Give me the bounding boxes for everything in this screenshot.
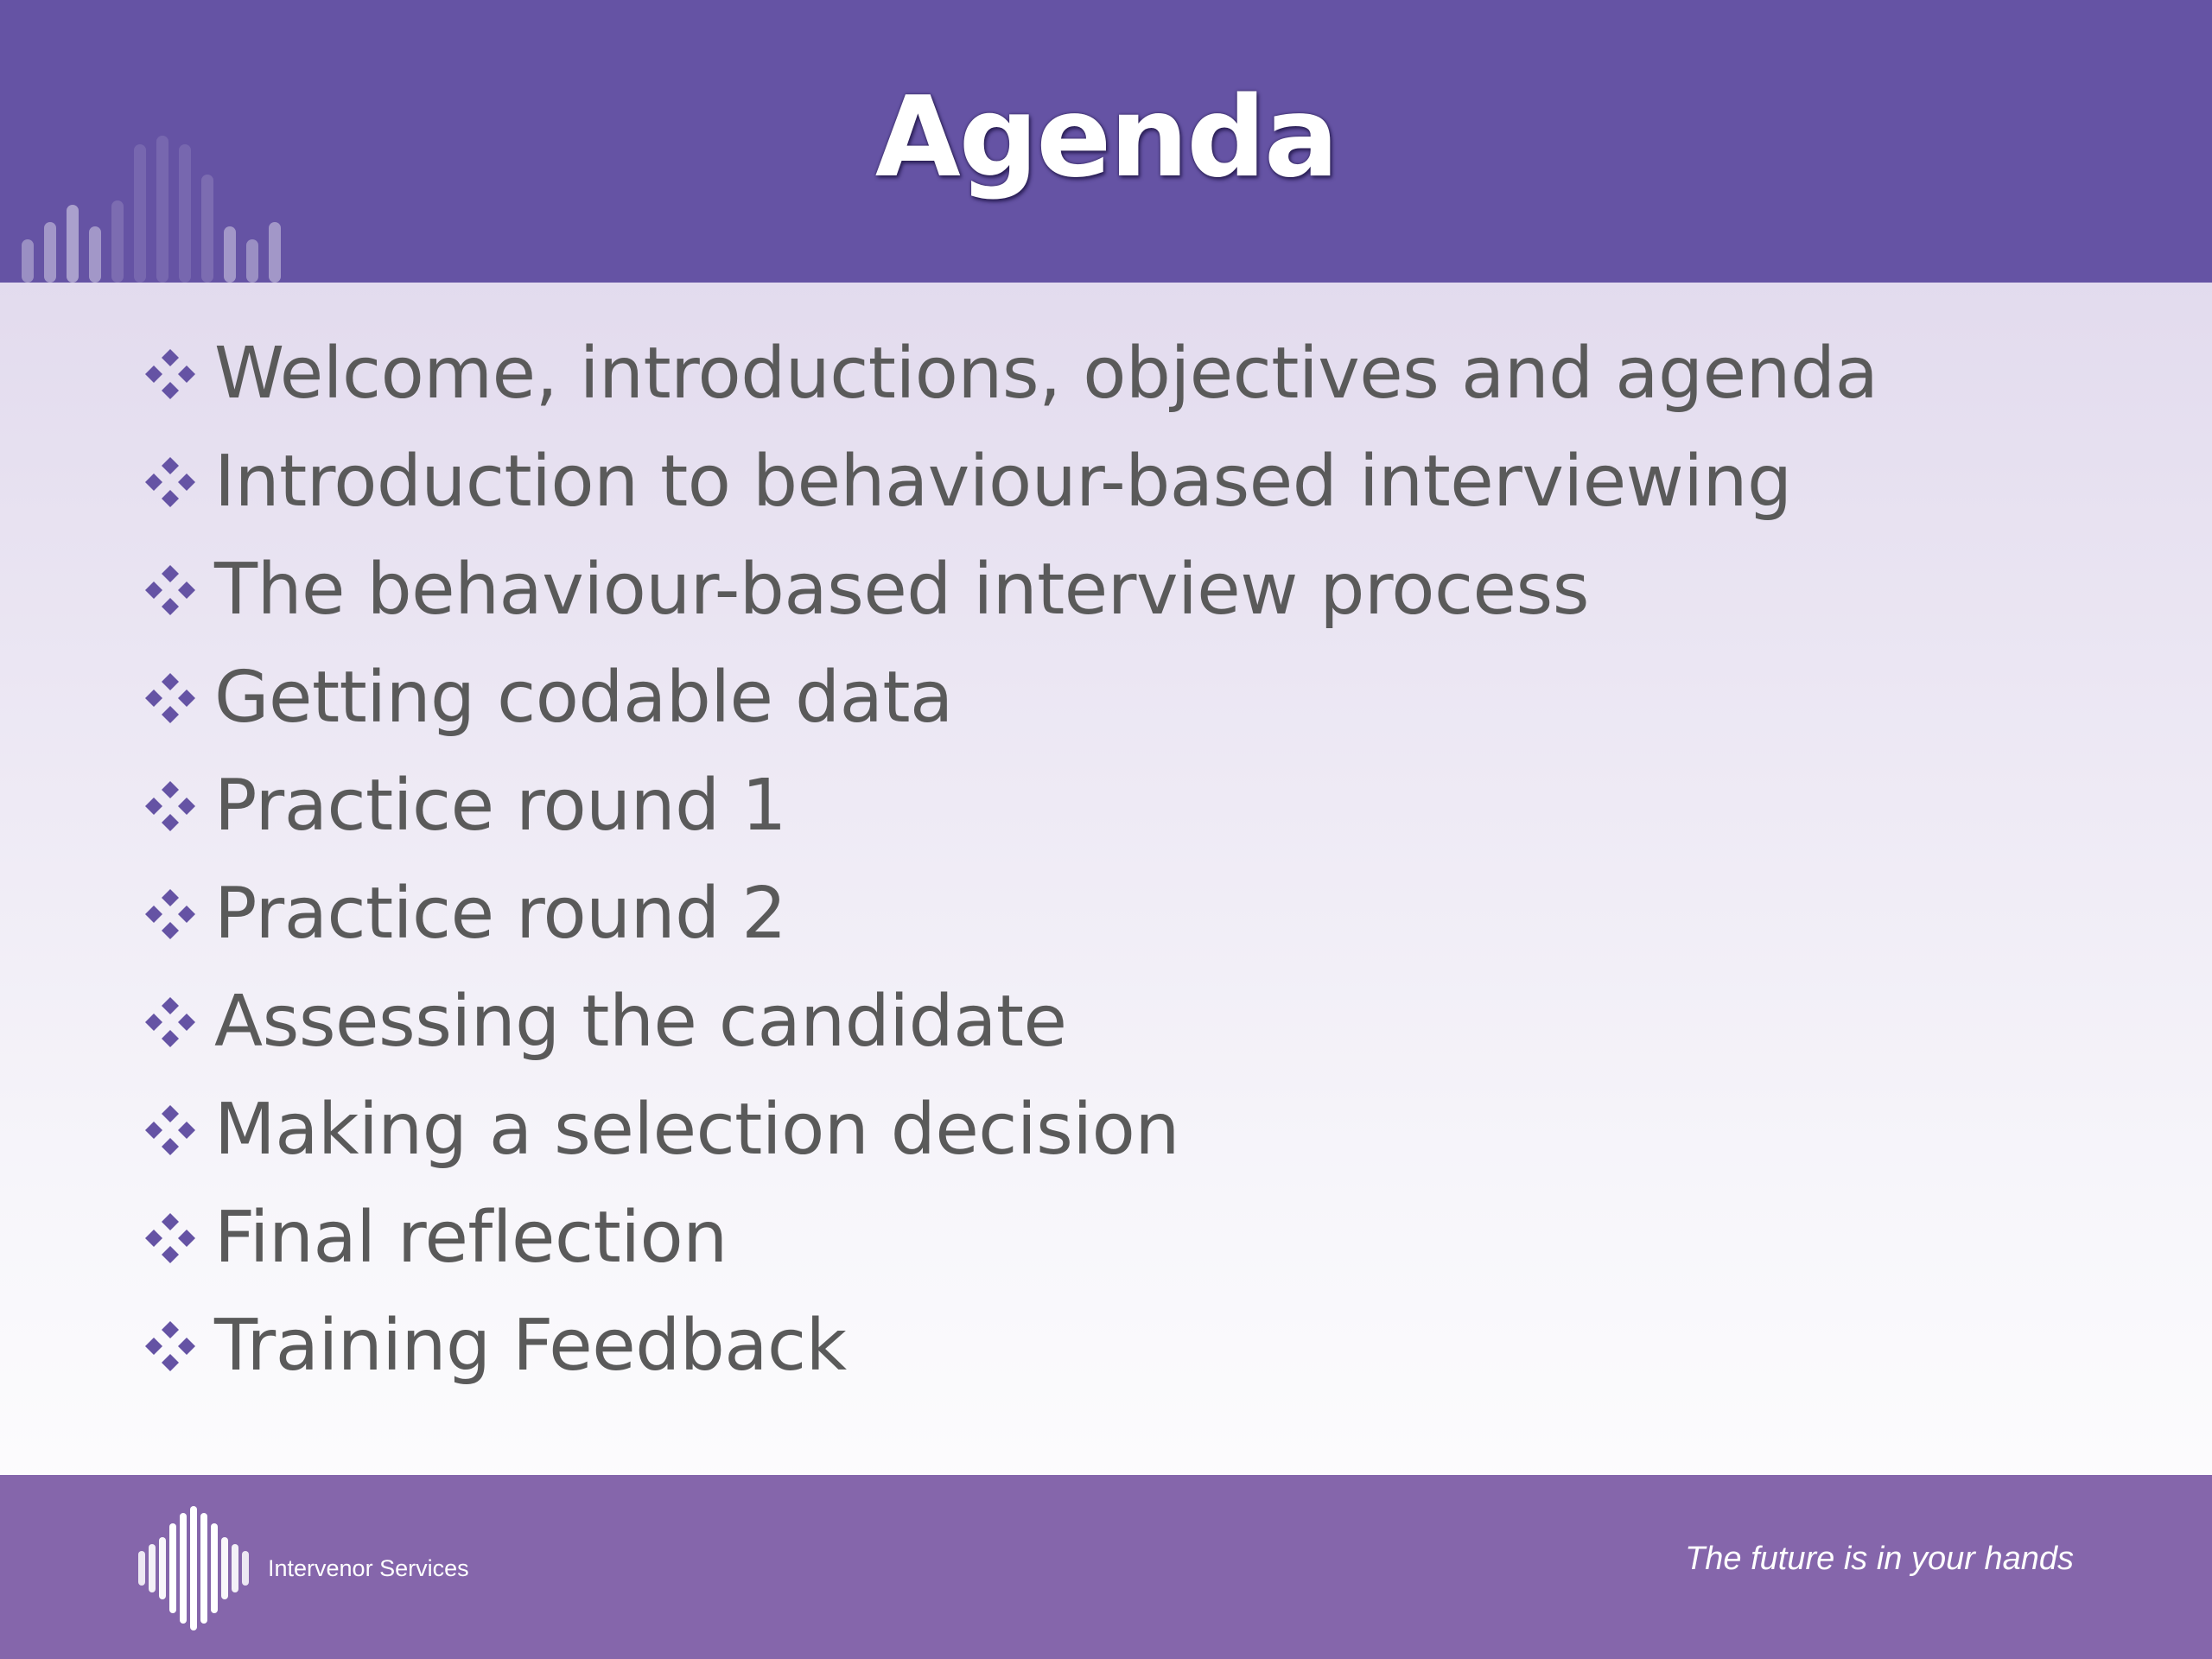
- logo-text: Intervenor Services: [268, 1555, 469, 1581]
- agenda-item: [138, 644, 1878, 752]
- agenda-item-text: Assessing the candidate: [214, 980, 1067, 1063]
- agenda-item: [138, 1076, 1878, 1184]
- agenda-list: [138, 320, 1878, 1400]
- sound-wave-logo-icon: [138, 1506, 251, 1630]
- four-diamond-bullet-icon: [138, 882, 202, 946]
- agenda-item-text: Practice round 1: [214, 764, 786, 847]
- company-logo: [138, 1506, 469, 1630]
- agenda-item-text: Training Feedback: [214, 1304, 847, 1387]
- slide-title: Agenda: [874, 73, 1338, 202]
- footer-bar: [0, 1475, 2212, 1659]
- agenda-item: [138, 1184, 1878, 1292]
- agenda-item-text: The behaviour-based interview process: [214, 548, 1589, 631]
- agenda-item-text: Final reflection: [214, 1196, 728, 1279]
- agenda-item-text: Making a selection decision: [214, 1088, 1179, 1171]
- agenda-item-text: Welcome, introductions, objectives and agenda: [214, 332, 1878, 415]
- agenda-item-text: Practice round 2: [214, 872, 786, 955]
- agenda-item: [138, 1292, 1878, 1400]
- four-diamond-bullet-icon: [138, 450, 202, 514]
- agenda-item-text: Getting codable data: [214, 656, 953, 739]
- header-bar: [0, 0, 2212, 283]
- four-diamond-bullet-icon: [138, 1206, 202, 1270]
- four-diamond-bullet-icon: [138, 666, 202, 730]
- agenda-item-text: Introduction to behaviour-based interviewing: [214, 440, 1792, 523]
- footer-tagline: The future is in your hands: [1685, 1541, 2074, 1577]
- four-diamond-bullet-icon: [138, 774, 202, 838]
- four-diamond-bullet-icon: [138, 342, 202, 406]
- agenda-item: [138, 320, 1878, 428]
- four-diamond-bullet-icon: [138, 990, 202, 1054]
- four-diamond-bullet-icon: [138, 558, 202, 622]
- agenda-item: [138, 968, 1878, 1076]
- agenda-item: [138, 428, 1878, 536]
- four-diamond-bullet-icon: [138, 1314, 202, 1378]
- agenda-item: [138, 752, 1878, 860]
- four-diamond-bullet-icon: [138, 1098, 202, 1162]
- agenda-item: [138, 860, 1878, 968]
- agenda-item: [138, 536, 1878, 644]
